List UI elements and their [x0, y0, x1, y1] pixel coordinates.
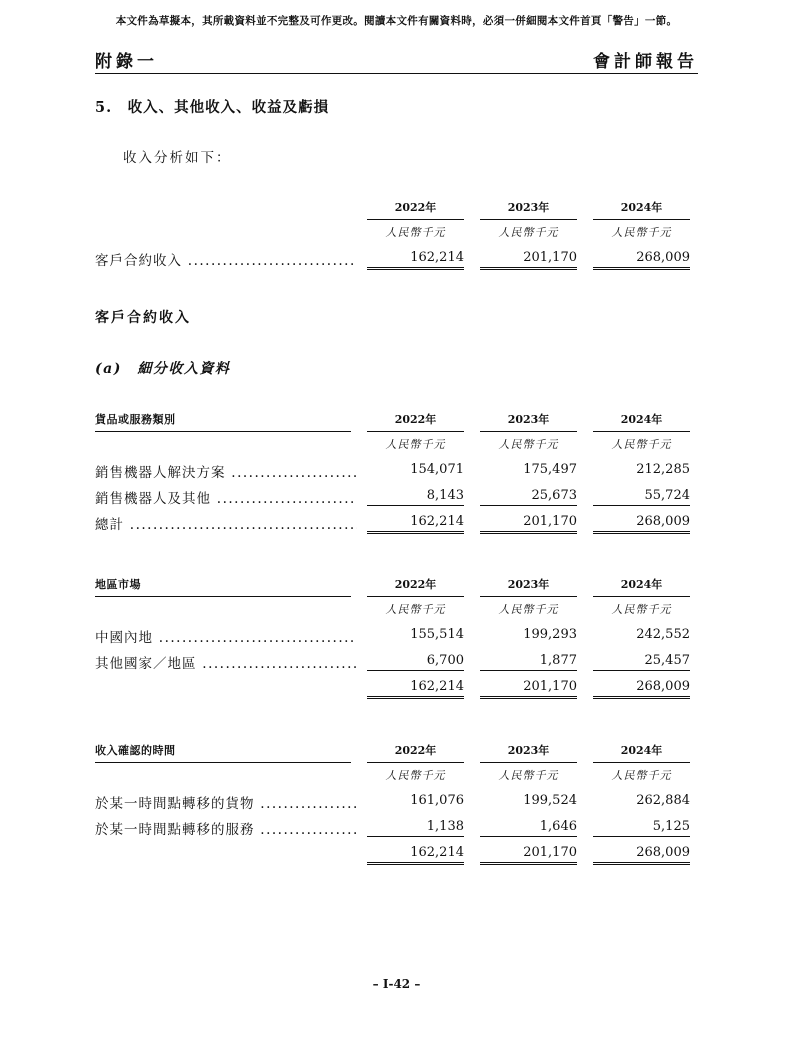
- value-2023: 1,877: [480, 653, 577, 671]
- unit-row: [95, 762, 698, 788]
- value-2022: 6,700: [367, 653, 464, 671]
- report-title: 會計師報告: [593, 52, 698, 72]
- group-heading: 地區市場: [95, 576, 351, 597]
- contract-revenue-heading: 客戶合約收入: [95, 310, 191, 326]
- unit-label: 人民幣千元: [498, 226, 559, 239]
- year-2023: 2023年: [480, 199, 577, 220]
- table-row: [95, 457, 698, 483]
- draft-warning: 本文件為草擬本，其所載資料並不完整及可作更改。閱讀本文件有關資料時，必須一併細閱本文件首頁「警告」一節。: [115, 15, 678, 27]
- total-row: [95, 674, 698, 700]
- total-row: [95, 509, 698, 535]
- unit-label: 人民幣千元: [385, 226, 446, 239]
- row-label: 於某一時間點轉移的貨物 .....: [95, 792, 357, 812]
- total-2024: 268,009: [593, 514, 690, 534]
- section-title: 5. 收入、其他收入、收益及虧損: [95, 99, 330, 116]
- total-2022: 162,214: [367, 679, 464, 699]
- table-row: [95, 622, 698, 648]
- table-row: [95, 814, 698, 840]
- value-2024: 5,125: [593, 819, 690, 837]
- unit-row: [95, 431, 698, 457]
- year-2022: 2022年: [367, 742, 464, 763]
- row-label: 銷售機器人及其他 .....: [95, 487, 357, 507]
- total-2024: 268,009: [593, 679, 690, 699]
- unit-label: 人民幣千元: [498, 603, 559, 616]
- year-2023: 2023年: [480, 411, 577, 432]
- value-2023: 175,497: [523, 462, 577, 477]
- value-2022: 162,214: [367, 250, 464, 270]
- goods-services-table: [95, 405, 698, 535]
- year-2024: 2024年: [593, 411, 690, 432]
- year-2024: 2024年: [593, 742, 690, 763]
- value-2023: 25,673: [480, 488, 577, 506]
- row-label: 其他國家／地區 .....: [95, 652, 357, 672]
- year-header-row: [95, 193, 698, 219]
- geographic-market-table: [95, 570, 698, 700]
- unit-label: 人民幣千元: [498, 438, 559, 451]
- value-2023: 199,524: [523, 793, 577, 808]
- header-rule: [95, 73, 698, 74]
- row-label: 中國內地 .....: [95, 626, 357, 646]
- page-number: – I-42 –: [372, 977, 421, 991]
- unit-label: 人民幣千元: [385, 603, 446, 616]
- unit-label: 人民幣千元: [611, 603, 672, 616]
- total-2023: 201,170: [480, 514, 577, 534]
- total-2022: 162,214: [367, 514, 464, 534]
- value-2023: 1,646: [480, 819, 577, 837]
- value-2022: 8,143: [367, 488, 464, 506]
- value-2022: 154,071: [410, 462, 464, 477]
- value-2024: 262,884: [636, 793, 690, 808]
- value-2024: 25,457: [593, 653, 690, 671]
- year-2023: 2023年: [480, 742, 577, 763]
- value-2024: 55,724: [593, 488, 690, 506]
- unit-label: 人民幣千元: [611, 769, 672, 782]
- appendix-label: 附錄一: [95, 52, 158, 72]
- total-2024: 268,009: [593, 845, 690, 865]
- row-label: 於某一時間點轉移的服務 .....: [95, 818, 357, 838]
- year-2024: 2024年: [593, 576, 690, 597]
- total-2023: 201,170: [480, 845, 577, 865]
- year-2022: 2022年: [367, 411, 464, 432]
- value-2023: 199,293: [523, 627, 577, 642]
- value-2023: 201,170: [480, 250, 577, 270]
- total-2023: 201,170: [480, 679, 577, 699]
- year-2023: 2023年: [480, 576, 577, 597]
- unit-label: 人民幣千元: [498, 769, 559, 782]
- row-label: 總計 .....: [95, 513, 357, 533]
- unit-label: 人民幣千元: [611, 438, 672, 451]
- year-header-row: [95, 570, 698, 596]
- year-2022: 2022年: [367, 199, 464, 220]
- total-row: [95, 840, 698, 866]
- group-heading: 貨品或服務類別: [95, 411, 351, 432]
- year-2022: 2022年: [367, 576, 464, 597]
- year-2024: 2024年: [593, 199, 690, 220]
- section-intro: 收入分析如下：: [123, 150, 232, 166]
- unit-row: [95, 219, 698, 245]
- table-row: [95, 788, 698, 814]
- table-row: [95, 648, 698, 674]
- disaggregation-heading: (a) 細分收入資料: [95, 361, 231, 377]
- value-2022: 161,076: [410, 793, 464, 808]
- year-header-row: [95, 736, 698, 762]
- table-row: [95, 245, 698, 271]
- year-header-row: [95, 405, 698, 431]
- value-2024: 242,552: [636, 627, 690, 642]
- unit-label: 人民幣千元: [385, 438, 446, 451]
- value-2024: 212,285: [636, 462, 690, 477]
- value-2022: 155,514: [410, 627, 464, 642]
- group-heading: 收入確認的時間: [95, 742, 351, 763]
- recognition-timing-table: [95, 736, 698, 866]
- row-label: 銷售機器人解決方案 .....: [95, 461, 357, 481]
- total-2022: 162,214: [367, 845, 464, 865]
- revenue-table: [95, 193, 698, 271]
- row-label: 客戶合約收入 .....: [95, 249, 357, 269]
- table-row: [95, 483, 698, 509]
- unit-label: 人民幣千元: [611, 226, 672, 239]
- value-2022: 1,138: [367, 819, 464, 837]
- unit-row: [95, 596, 698, 622]
- value-2024: 268,009: [593, 250, 690, 270]
- unit-label: 人民幣千元: [385, 769, 446, 782]
